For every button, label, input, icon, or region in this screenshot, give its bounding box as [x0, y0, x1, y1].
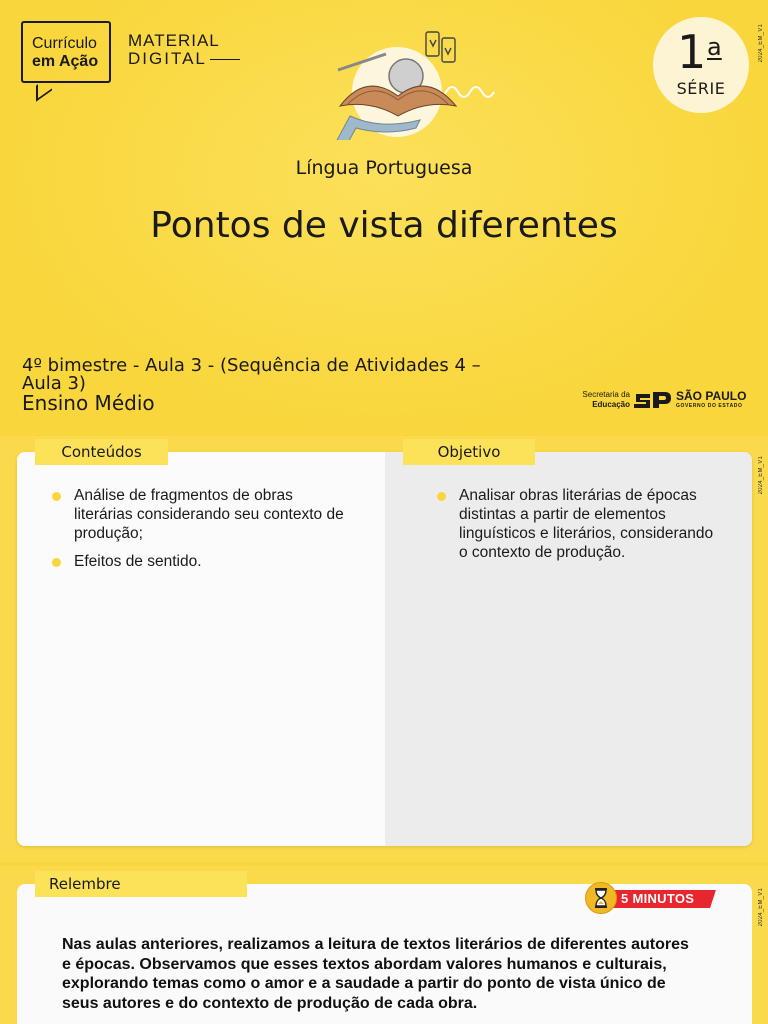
- recall-tab: Relembre: [35, 871, 247, 897]
- cover-slide: [0, 0, 768, 432]
- version-tag: 2024_EM_V1: [758, 24, 764, 63]
- book-in-hand-illustration: [330, 30, 510, 140]
- grade-label: SÉRIE: [676, 79, 726, 98]
- state-name: SÃO PAULO: [676, 389, 747, 403]
- contents-list: [74, 486, 344, 580]
- lesson-info: 4º bimestre - Aula 3 - (Sequência de Atividades 4 – Aula 3): [22, 355, 481, 394]
- grade-number: 1: [677, 25, 707, 79]
- sp-map-icon: [634, 390, 672, 410]
- grade-badge: [653, 17, 749, 113]
- objectives-list: [459, 486, 719, 571]
- version-tag: 2024_EM_V1: [758, 888, 764, 927]
- timer-circle: [585, 882, 617, 914]
- recall-text: Nas aulas anteriores, realizamos a leitura de textos literários de diferentes autores e épocas. Observamos que esses textos abordam valores humanos e culturais, explorando temas como o amor e a saudade a partir do ponto de vista único de seus autores e do contexto de produção de cada obra.: [62, 936, 689, 1012]
- timer-label: 5 MINUTOS: [621, 891, 695, 906]
- contents-tab: Conteúdos: [35, 439, 168, 465]
- version-tag: 2024_EM_V1: [758, 456, 764, 495]
- objective-tab: Objetivo: [403, 439, 535, 465]
- grade-ordinal: a: [707, 33, 722, 61]
- lesson-title: Pontos de vista diferentes: [150, 205, 618, 246]
- material-line1: MATERIAL: [128, 31, 220, 50]
- subject-title: Língua Portuguesa: [295, 157, 473, 179]
- timer-badge: [585, 882, 717, 916]
- list-item: Analisar obras literárias de épocas distintas a partir de elementos linguísticos e literários, considerando o contexto de produção.: [437, 486, 719, 562]
- material-line2: DIGITAL: [128, 49, 207, 68]
- hourglass-icon: [586, 883, 616, 913]
- phone-icons: [426, 32, 455, 62]
- brand-line1: Currículo: [32, 35, 97, 52]
- secretaria-line1: Secretaria da: [582, 390, 630, 399]
- secretaria-label: [574, 390, 630, 410]
- education-level: Ensino Médio: [22, 391, 155, 415]
- brand-line2: em Ação: [32, 53, 99, 70]
- material-digital-logo: [128, 32, 240, 68]
- contents-slide: [0, 436, 768, 862]
- state-government: GOVERNO DO ESTADO: [676, 403, 743, 409]
- curriculo-em-acao-logo: [21, 21, 111, 83]
- list-item: Efeitos de sentido.: [52, 552, 344, 571]
- list-item: Análise de fragmentos de obras literárias considerando seu contexto de produção;: [52, 486, 344, 543]
- secretaria-line2: Educação: [592, 400, 630, 409]
